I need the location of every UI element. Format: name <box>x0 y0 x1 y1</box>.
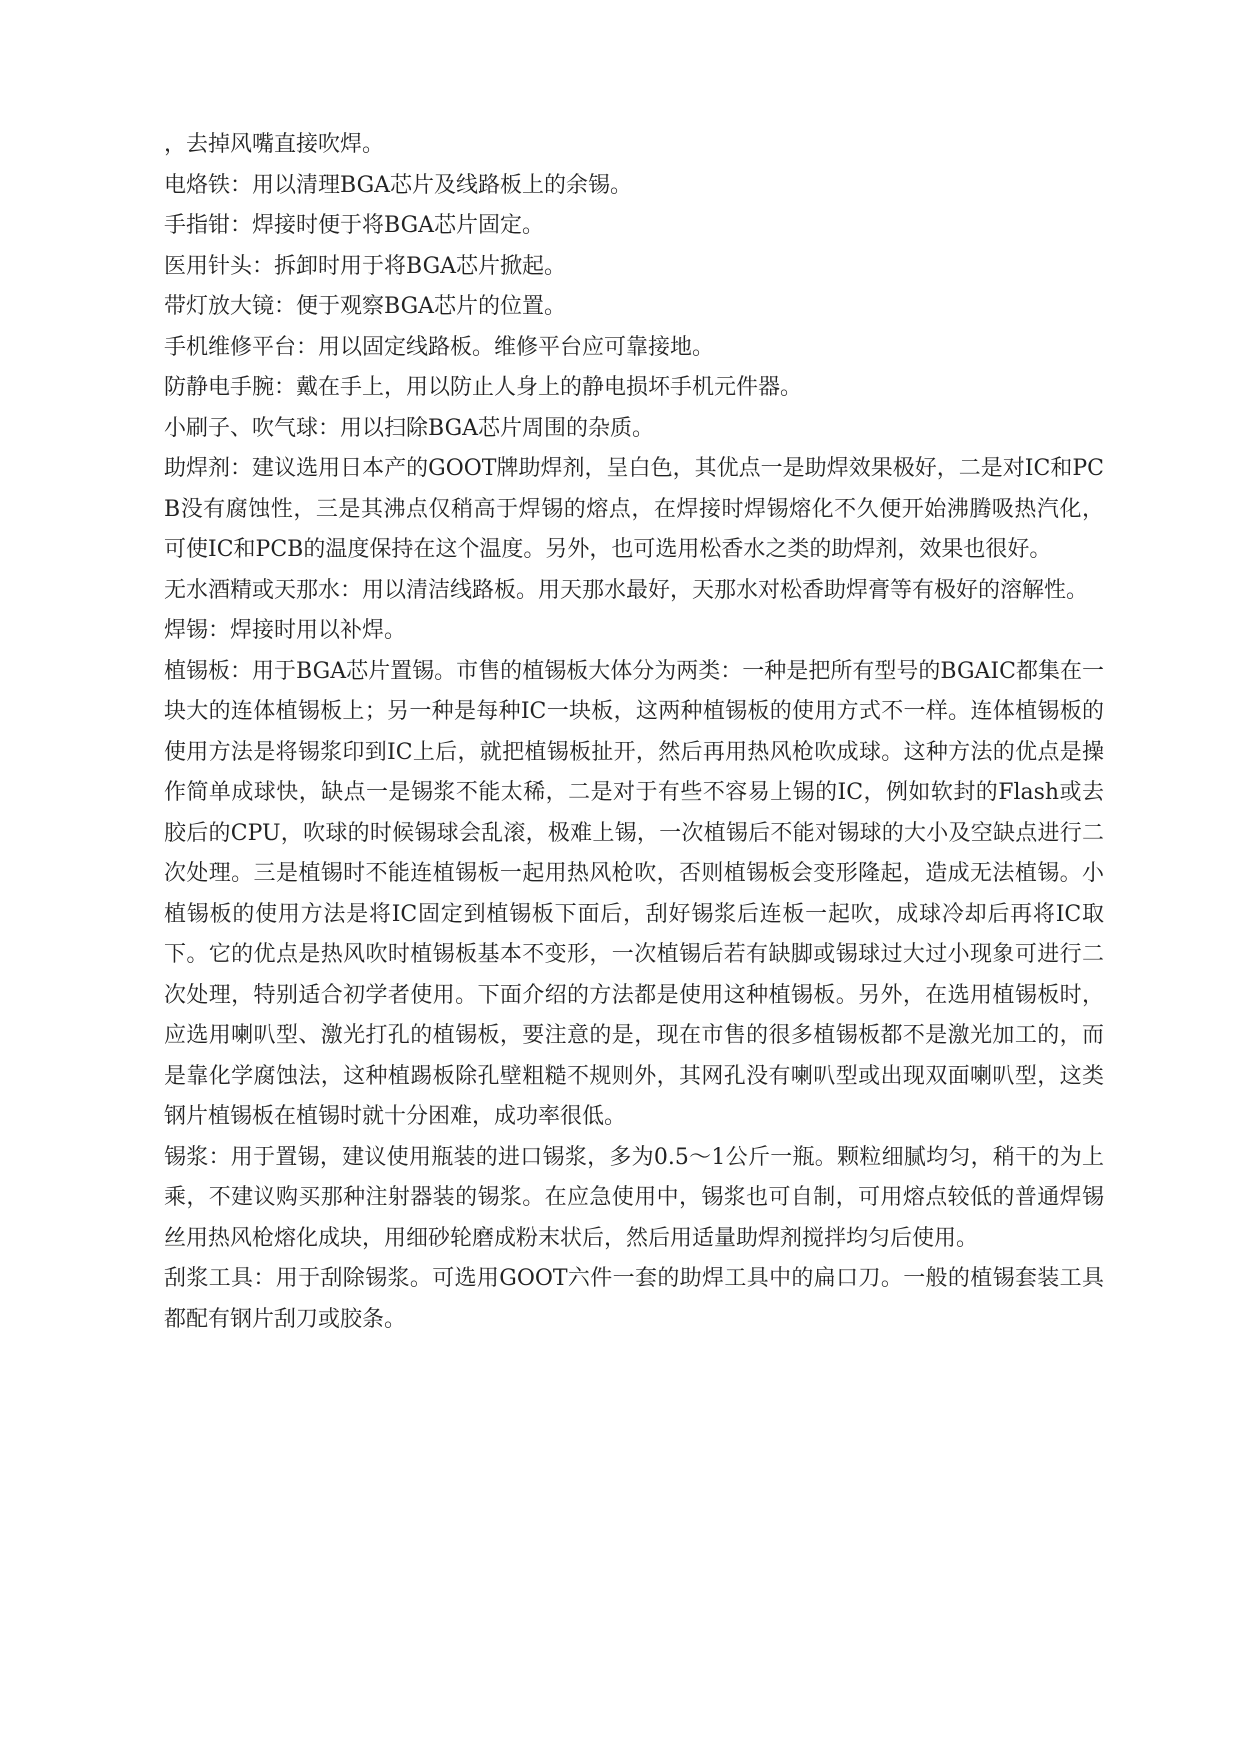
paragraph-brush-blower: 小刷子、吹气球：用以扫除BGA芯片周围的杂质。 <box>164 415 655 441</box>
paragraph-repair-platform: 手机维修平台：用以固定线路板。维修平台应可靠接地。 <box>164 334 715 360</box>
paragraph-finger-pliers: 手指钳：焊接时便于将BGA芯片固定。 <box>164 213 545 238</box>
paragraph-alcohol-thinner: 无水酒精或天那水：用以清洁线路板。用天那水最好，天那水对松香助焊膏等有极好的溶解性。 <box>164 577 1089 603</box>
paragraph-solder-paste: 锡浆：用于置锡，建议使用瓶装的进口锡浆，多为0.5～1公斤一瓶。颗粒细腻均匀，稍干的为上乘，不建议购买那种注射器装的锡浆。在应急使用中，锡浆也可自制，可用熔点较低的普通焊锡丝用热风枪熔化成块，用细砂轮磨成粉末状后，然后用适量助焊剂搅拌均匀后使用。 <box>164 1144 1104 1251</box>
paragraph-scraper-tool: 刮浆工具：用于刮除锡浆。可选用GOOT六件一套的助焊工具中的扁口刀。一般的植锡套装工具都配有钢片刮刀或胶条。 <box>164 1266 1104 1332</box>
paragraph-antistatic-wrist: 防静电手腕：戴在手上，用以防止人身上的静电损坏手机元件器。 <box>164 375 803 400</box>
paragraph-hot-air-nozzle: ，去掉风嘴直接吹焊。 <box>164 132 385 157</box>
paragraph-soldering-iron: 电烙铁：用以清理BGA芯片及线路板上的余锡。 <box>164 172 633 198</box>
paragraph-flux: 助焊剂：建议选用日本产的GOOT牌助焊剂，呈白色，其优点一是助焊效果极好，二是对IC和PCB没有腐蚀性，三是其沸点仅稍高于焊锡的熔点，在焊接时焊锡熔化不久便开始沸腾吸热汽化，可使IC和PCB的温度保持在这个温度。另外，也可选用松香水之类的助焊剂，效果也很好。 <box>164 456 1104 562</box>
paragraph-lighted-magnifier: 带灯放大镜：便于观察BGA芯片的位置。 <box>164 294 567 319</box>
paragraph-stencil: 植锡板：用于BGA芯片置锡。市售的植锡板大体分为两类：一种是把所有型号的BGAIC都集在一块大的连体植锡板上；另一种是每种IC一块板，这两种植锡板的使用方式不一样。连体植锡板的使用方法是将锡浆印到IC上后，就把植锡板扯开，然后再用热风枪吹成球。这种方法的优点是操作简单成球快，缺点一是锡浆不能太稀，二是对于有些不容易上锡的IC，例如软封的Flash或去胶后的CPU，吹球的时候锡球会乱滚，极难上锡，一次植锡后不能对锡球的大小及空缺点进行二次处理。三是植锡时不能连植锡板一起用热风枪吹，否则植锡板会变形隆起，造成无法植锡。小植锡板的使用方法是将IC固定到植锡板下面后，刮好锡浆后连板一起吹，成球冷却后再将IC取下。它的优点是热风吹时植锡板基本不变形，一次植锡后若有缺脚或锡球过大过小现象可进行二次处理，特别适合初学者使用。下面介绍的方法都是使用这种植锡板。另外，在选用植锡板时，应选用喇叭型、激光打孔的植锡板，要注意的是，现在市售的很多植锡板都不是激光加工的，而是靠化学腐蚀法，这种植踢板除孔壁粗糙不规则外，其网孔没有喇叭型或出现双面喇叭型，这类钢片植锡板在植锡时就十分困难，成功率很低。 <box>164 658 1104 1129</box>
paragraph-solder: 焊锡：焊接时用以补焊。 <box>164 618 407 643</box>
paragraph-medical-needle: 医用针头：拆卸时用于将BGA芯片掀起。 <box>164 253 567 279</box>
document-page <box>164 125 1104 1340</box>
